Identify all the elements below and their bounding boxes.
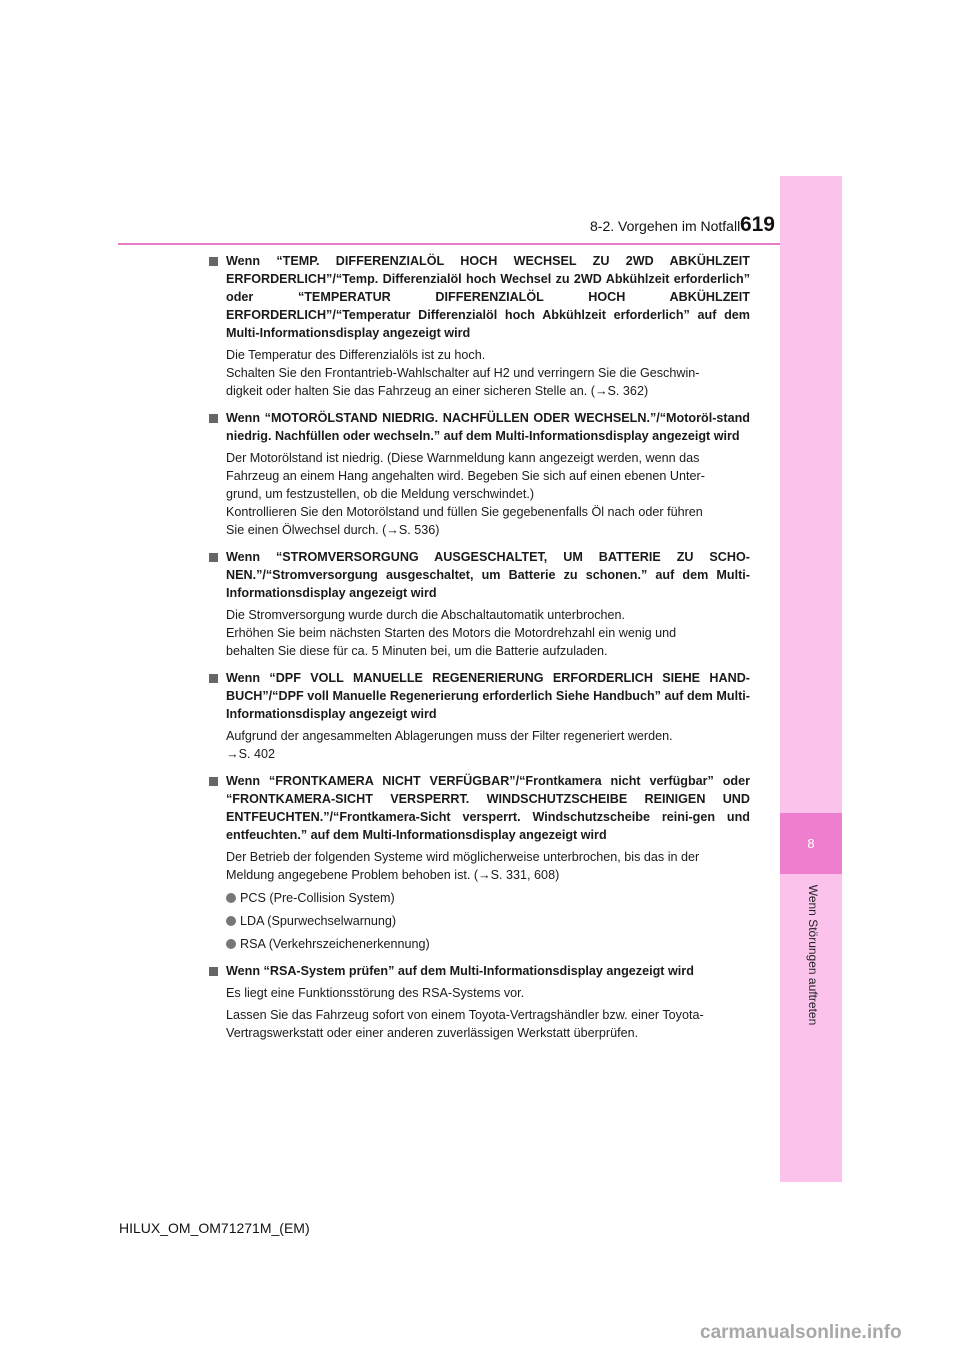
message-heading [208,669,750,723]
message-description [226,449,750,539]
system-list-item-text: PCS (Pre-Collision System) [240,891,395,905]
watermark: carmanualsonline.info [700,1322,902,1343]
message-item [208,772,750,953]
message-heading [208,772,750,844]
message-heading-text: Wenn “MOTORÖLSTAND NIEDRIG. NACHFÜLLEN ODER WECHSELN.”/“Motoröl-stand niedrig. Nachfüllen oder wechseln.” auf dem Multi-Informationsdisplay angezeigt wird [226,411,750,443]
circle-bullet-icon [226,939,236,949]
description-line: Die Stromversorgung wurde durch die Abschaltautomatik unterbrochen. [226,608,626,622]
description-line: Meldung angegebene Problem behoben ist. (→S. 331, 608) [226,868,560,882]
message-heading-text: Wenn “TEMP. DIFFERENZIALÖL HOCH WECHSEL ZU 2WD ABKÜHLZEIT ERFORDERLICH”/“Temp. Differenzialöl hoch Wechsel zu 2WD Abkühlzeit erforderlich” oder “TEMPERATUR DIFFERENZIALÖL HOCH ABKÜHLZEIT ERFORDERLICH”/“Temperatur Differenzialöl hoch Abkühlzeit erforderlich” auf dem Multi-Informationsdisplay angezeigt wird [226,254,750,340]
message-item [208,548,750,660]
description-line: Schalten Sie den Frontantrieb-Wahlschalter auf H2 und verringern Sie die Geschwin- [226,366,700,380]
description-line: behalten Sie diese für ca. 5 Minuten bei, um die Batterie aufzuladen. [226,644,608,658]
description-line: Aufgrund der angesammelten Ablagerungen muss der Filter regeneriert werden. [226,729,673,743]
description-line: Fahrzeug an einem Hang angehalten wird. Begeben Sie sich auf einen ebenen Unter- [226,469,705,483]
square-bullet-icon [209,257,218,266]
description-line: →S. 402 [226,747,276,761]
description-line: Vertragswerkstatt oder einer anderen zuverlässigen Werkstatt überprüfen. [226,1026,639,1040]
description-line: Kontrollieren Sie den Motorölstand und füllen Sie gegebenenfalls Öl nach oder führen [226,505,703,519]
message-description [226,606,750,660]
section-title: 8-2. Vorgehen im Notfall [590,218,741,234]
message-item [208,409,750,539]
message-item [208,669,750,763]
square-bullet-icon [209,967,218,976]
square-bullet-icon [209,674,218,683]
description-line: Es liegt eine Funktionsstörung des RSA-Systems vor. [226,986,525,1000]
message-heading [208,962,750,980]
description-line: Der Betrieb der folgenden Systeme wird möglicherweise unterbrochen, bis das in der [226,850,700,864]
message-heading [208,409,750,445]
circle-bullet-icon [226,893,236,903]
chapter-side-tab [780,176,842,1182]
system-list-item [226,889,750,907]
message-description [226,727,750,763]
message-description [226,984,750,1002]
message-description [226,848,750,884]
page-content [208,252,750,1051]
document-code: HILUX_OM_OM71271M_(EM) [119,1220,310,1236]
message-item [208,252,750,400]
message-description [226,1006,750,1042]
message-heading-text: Wenn “DPF VOLL MANUELLE REGENERIERUNG ERFORDERLICH SIEHE HAND-BUCH”/“DPF voll Manuelle Regenerierung erforderlich Siehe Handbuch” auf dem Multi-Informationsdisplay angezeigt wird [226,671,750,721]
square-bullet-icon [209,414,218,423]
chapter-number: 8 [807,836,815,851]
description-line: grund, um festzustellen, ob die Meldung verschwindet.) [226,487,535,501]
message-heading [208,548,750,602]
description-line: Lassen Sie das Fahrzeug sofort von einem Toyota-Vertragshändler bzw. einer Toyota- [226,1008,704,1022]
description-line: digkeit oder halten Sie das Fahrzeug an einer sicheren Stelle an. (→S. 362) [226,384,649,398]
square-bullet-icon [209,553,218,562]
description-line: Sie einen Ölwechsel durch. (→S. 536) [226,523,440,537]
chapter-label: Wenn Störungen auftreten [806,884,820,1026]
system-list-item [226,935,750,953]
message-heading [208,252,750,342]
message-description [226,346,750,400]
header-divider [118,243,780,245]
message-item [208,962,750,1042]
description-line: Erhöhen Sie beim nächsten Starten des Motors die Motordrehzahl ein wenig und [226,626,677,640]
system-list-item-text: LDA (Spurwechselwarnung) [240,914,397,928]
message-heading-text: Wenn “RSA-System prüfen” auf dem Multi-Informationsdisplay angezeigt wird [226,964,694,978]
message-heading-text: Wenn “STROMVERSORGUNG AUSGESCHALTET, UM BATTERIE ZU SCHO-NEN.”/“Stromversorgung ausgeschaltet, um Batterie zu schonen.” auf dem Multi-Informationsdisplay angezeigt wird [226,550,750,600]
page-number: 619 [739,213,775,236]
message-heading-text: Wenn “FRONTKAMERA NICHT VERFÜGBAR”/“Frontkamera nicht verfügbar” oder “FRONTKAMERA-SICHT VERSPERRT. WINDSCHUTZSCHEIBE REINIGEN UND ENTFEUCHTEN.”/“Frontkamera-Sicht versperrt. Windschutzscheibe reini-gen und entfeuchten.” auf dem Multi-Informationsdisplay angezeigt wird [226,774,750,842]
circle-bullet-icon [226,916,236,926]
chapter-number-box [780,813,842,874]
system-list-item [226,912,750,930]
description-line: Die Temperatur des Differenzialöls ist zu hoch. [226,348,486,362]
system-list-item-text: RSA (Verkehrszeichenerkennung) [240,937,430,951]
square-bullet-icon [209,777,218,786]
description-line: Der Motorölstand ist niedrig. (Diese Warnmeldung kann angezeigt werden, wenn das [226,451,700,465]
